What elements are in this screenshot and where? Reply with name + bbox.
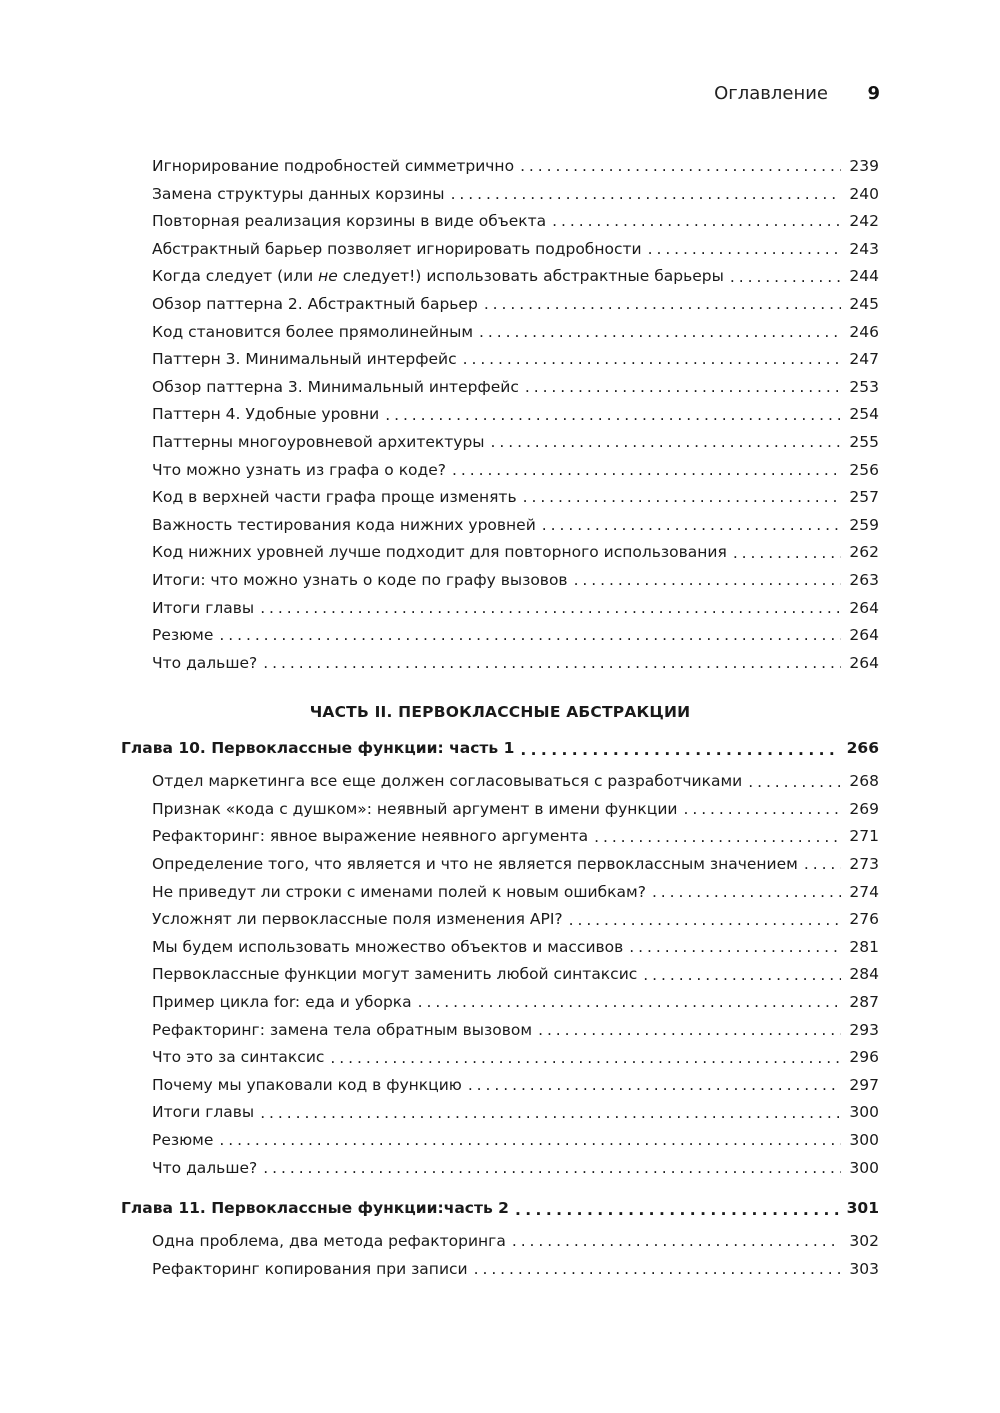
- toc-entry[interactable]: [152, 823, 879, 851]
- toc-entry-title: Что можно узнать из графа о коде?: [152, 460, 447, 479]
- toc-entry-page: 253: [849, 377, 879, 396]
- toc-entry-page: 239: [849, 157, 879, 175]
- dot-leader: [479, 319, 841, 346]
- toc-entry[interactable]: [152, 429, 879, 457]
- toc-entry-title: Почему мы упаковали код в функцию: [152, 1075, 462, 1094]
- toc-entry-page: 301: [846, 1199, 879, 1218]
- toc-entry-page: 293: [849, 1020, 879, 1039]
- dot-leader: [418, 989, 841, 1016]
- toc-entry[interactable]: [152, 768, 879, 796]
- dot-leader: [574, 567, 841, 594]
- toc-entry[interactable]: [152, 291, 879, 319]
- dot-leader: [552, 208, 841, 235]
- dot-leader: [748, 769, 841, 796]
- toc-entry-page: 266: [846, 739, 879, 758]
- toc-entry-title: Игнорирование подробностей симметрично: [152, 157, 515, 175]
- dot-leader: [491, 429, 841, 456]
- toc-entry-title: Что это за синтаксис: [152, 1048, 325, 1067]
- dot-leader: [263, 1155, 841, 1182]
- toc-entry-title: Что дальше?: [152, 1158, 258, 1177]
- toc-entry[interactable]: [152, 1072, 879, 1100]
- toc-entry-title: Код в верхней части графа проще изменять: [152, 488, 517, 507]
- dot-leader: [463, 346, 841, 373]
- toc-entry-title: Резюме: [152, 1131, 214, 1149]
- toc-entry-page: 262: [849, 543, 879, 562]
- toc-entry-title: Паттерн 4. Удобные уровни: [152, 405, 380, 424]
- toc-entry-page: 259: [849, 515, 879, 534]
- toc-entry-title: Итоги: что можно узнать о коде по графу вызовов: [152, 570, 568, 589]
- toc-entry-page: 264: [849, 653, 879, 672]
- toc-entry-title: Одна проблема, два метода рефакторинга: [152, 1232, 506, 1251]
- toc-entry-title: Не приведут ли строки с именами полей к новым ошибкам?: [152, 882, 646, 901]
- toc-entry[interactable]: [152, 851, 879, 879]
- toc-entry[interactable]: [152, 263, 879, 291]
- toc-chapter-entry[interactable]: [121, 733, 879, 763]
- toc-entry-page: 273: [849, 855, 879, 874]
- toc-entry[interactable]: [152, 1099, 879, 1127]
- toc-entry-page: 243: [849, 239, 879, 258]
- toc-entry-page: 269: [849, 799, 879, 818]
- dot-leader: [542, 512, 841, 539]
- toc-entry-title: Признак «кода с душком»: неявный аргумент в имени функции: [152, 799, 678, 818]
- dot-leader: [538, 1017, 841, 1044]
- dot-leader: [525, 374, 841, 401]
- dot-leader: [515, 1195, 839, 1222]
- toc-entry-page: 263: [849, 570, 879, 589]
- dot-leader: [385, 402, 841, 429]
- toc-entry-page: 254: [849, 405, 879, 424]
- toc-entry[interactable]: [152, 595, 879, 623]
- toc-entry-title: Рефакторинг: явное выражение неявного аргумента: [152, 827, 589, 846]
- toc-entry-page: 264: [849, 598, 879, 617]
- toc-entry-title: Рефакторинг: замена тела обратным вызовом: [152, 1020, 533, 1039]
- toc-chapter-entry[interactable]: [121, 1193, 879, 1223]
- toc-entry-page: 256: [849, 460, 879, 479]
- header-title: Оглавление: [714, 83, 828, 104]
- toc-entry-page: 245: [849, 294, 879, 313]
- toc-entry[interactable]: [152, 622, 879, 650]
- toc-entry[interactable]: [152, 1228, 879, 1256]
- dot-leader: [451, 181, 841, 208]
- dot-leader: [648, 236, 841, 263]
- toc-entry-page: 284: [849, 965, 879, 984]
- toc-entry[interactable]: [152, 1127, 879, 1155]
- toc-entry[interactable]: [152, 989, 879, 1017]
- toc-entry-title: Глава 11. Первоклассные функции:часть 2: [121, 1199, 509, 1218]
- toc-entry-page: 303: [849, 1259, 879, 1278]
- toc-entry[interactable]: [152, 208, 879, 236]
- dot-leader: [219, 622, 841, 649]
- toc-entry[interactable]: [152, 1155, 879, 1183]
- toc-entry[interactable]: [152, 346, 879, 374]
- table-of-contents: [0, 153, 1000, 1283]
- dot-leader: [330, 1045, 841, 1072]
- toc-entry[interactable]: [152, 1044, 879, 1072]
- toc-entry-page: 274: [849, 882, 879, 901]
- toc-entry-title: Первоклассные функции могут заменить любой синтаксис: [152, 965, 638, 984]
- toc-entry-title: Замена структуры данных корзины: [152, 184, 445, 203]
- toc-entry-page: 271: [849, 827, 879, 846]
- toc-entry[interactable]: [152, 236, 879, 264]
- dot-leader: [484, 291, 841, 318]
- part-heading: ЧАСТЬ II. ПЕРВОКЛАССНЫЕ АБСТРАКЦИИ: [309, 703, 691, 722]
- toc-entry-title: Рефакторинг копирования при записи: [152, 1259, 468, 1278]
- dot-leader: [260, 1100, 841, 1127]
- dot-leader: [569, 907, 841, 934]
- toc-entry[interactable]: [152, 1017, 879, 1045]
- toc-entry-title: Паттерны многоуровневой архитектуры: [152, 432, 485, 451]
- toc-entry[interactable]: [152, 961, 879, 989]
- toc-entry-title: Обзор паттерна 2. Абстрактный барьер: [152, 294, 478, 313]
- toc-entry-title: Абстрактный барьер позволяет игнорировать подробности: [152, 239, 642, 258]
- dot-leader: [643, 962, 841, 989]
- toc-entry-title: Итоги главы: [152, 1103, 255, 1122]
- toc-entry-title: Резюме: [152, 626, 214, 645]
- dot-leader: [804, 851, 841, 878]
- toc-entry[interactable]: [152, 319, 879, 347]
- toc-entry-page: 281: [849, 937, 879, 956]
- toc-entry-page: 297: [849, 1075, 879, 1094]
- toc-entry-page: 302: [849, 1232, 879, 1251]
- toc-entry-title: Важность тестирования кода нижних уровней: [152, 515, 536, 534]
- toc-chapter-11: [0, 1193, 1000, 1283]
- toc-entry[interactable]: [152, 484, 879, 512]
- toc-entry[interactable]: [152, 401, 879, 429]
- toc-entry-page: 240: [849, 184, 879, 203]
- dot-leader: [594, 824, 841, 851]
- toc-entry-title: Усложнят ли первоклассные поля изменения API?: [152, 910, 563, 929]
- toc-entry-title: Обзор паттерна 3. Минимальный интерфейс: [152, 377, 519, 396]
- dot-leader: [520, 735, 838, 762]
- dot-leader: [629, 934, 841, 961]
- toc-entry-page: 246: [849, 322, 879, 341]
- dot-leader: [652, 879, 841, 906]
- toc-entry[interactable]: [152, 796, 879, 824]
- toc-entry[interactable]: [152, 879, 879, 907]
- dot-leader: [474, 1256, 841, 1283]
- toc-entry[interactable]: [152, 1256, 879, 1284]
- toc-entry-page: 255: [849, 432, 879, 451]
- toc-entry[interactable]: [152, 934, 879, 962]
- toc-entry-page: 244: [849, 267, 879, 286]
- toc-entry[interactable]: [152, 374, 879, 402]
- toc-entry[interactable]: [152, 650, 879, 678]
- toc-chapter-10: [0, 733, 1000, 1182]
- toc-entry[interactable]: [152, 539, 879, 567]
- toc-entry[interactable]: [152, 153, 879, 181]
- toc-entry-page: 300: [849, 1131, 879, 1149]
- toc-entry-title: Мы будем использовать множество объектов и массивов: [152, 937, 624, 956]
- toc-entry-title: Паттерн 3. Минимальный интерфейс: [152, 350, 457, 369]
- toc-entry-page: 242: [849, 212, 879, 231]
- dot-leader: [263, 650, 841, 677]
- toc-entry-page: 300: [849, 1158, 879, 1177]
- dot-leader: [512, 1228, 841, 1255]
- toc-entry-page: 257: [849, 488, 879, 507]
- dot-leader: [468, 1072, 841, 1099]
- toc-group-chapter9-continued: [0, 153, 1000, 677]
- running-header: [600, 83, 880, 109]
- dot-leader: [733, 540, 841, 567]
- toc-entry-page: 276: [849, 910, 879, 929]
- toc-entry-title: Код нижних уровней лучше подходит для повторного использования: [152, 543, 727, 562]
- toc-entry-title: Что дальше?: [152, 653, 258, 672]
- dot-leader: [260, 595, 841, 622]
- toc-entry-title: Повторная реализация корзины в виде объекта: [152, 212, 547, 231]
- toc-entry-title: Пример цикла for: еда и уборка: [152, 993, 412, 1012]
- dot-leader: [523, 484, 841, 511]
- toc-entry-title: Когда следует (или не следует!) использовать абстрактные барьеры: [152, 267, 724, 286]
- toc-entry-page: 264: [849, 626, 879, 645]
- dot-leader: [730, 264, 841, 291]
- toc-entry[interactable]: [152, 457, 879, 485]
- dot-leader: [219, 1127, 841, 1154]
- toc-entry-title: Определение того, что является и что не является первоклассным значением: [152, 855, 798, 874]
- dot-leader: [684, 796, 842, 823]
- toc-entry-page: 287: [849, 993, 879, 1012]
- toc-entry-page: 247: [849, 350, 879, 369]
- dot-leader: [452, 457, 841, 484]
- header-page-number: 9: [867, 83, 880, 104]
- toc-entry-title: Код становится более прямолинейным: [152, 322, 474, 341]
- toc-entry[interactable]: [152, 906, 879, 934]
- toc-entry[interactable]: [152, 181, 879, 209]
- toc-entry-title: Итоги главы: [152, 598, 255, 617]
- toc-entry-title: Отдел маркетинга все еще должен согласовываться с разработчиками: [152, 772, 743, 791]
- dot-leader: [520, 153, 841, 180]
- toc-entry[interactable]: [152, 567, 879, 595]
- toc-entry-page: 296: [849, 1048, 879, 1067]
- toc-entry-title: Глава 10. Первоклассные функции: часть 1: [121, 739, 515, 758]
- toc-entry-page: 300: [849, 1103, 879, 1122]
- toc-entry[interactable]: [152, 512, 879, 540]
- toc-entry-page: 268: [849, 772, 879, 791]
